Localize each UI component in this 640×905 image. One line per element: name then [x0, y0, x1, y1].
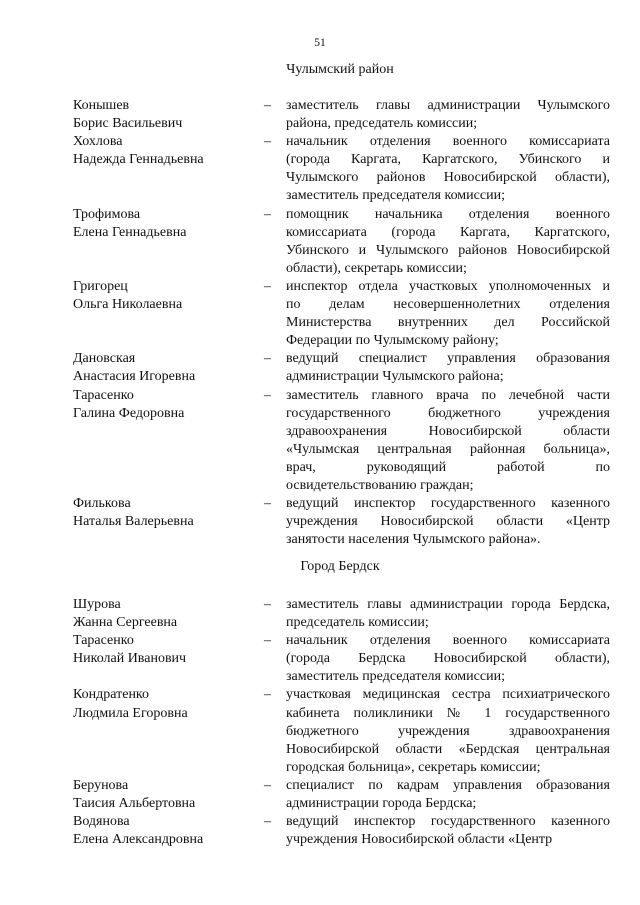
dash-separator: –: [264, 278, 271, 294]
member-entry: [0, 133, 640, 205]
position-line: ведущий инспектор государственного казенного: [286, 814, 610, 830]
position-line: Чулымского районов Новосибирской области),: [286, 170, 610, 186]
member-position: [286, 133, 610, 205]
member-surname: Тарасенко: [73, 633, 134, 649]
position-line: занятости населения Чулымского района».: [286, 532, 541, 548]
dash-separator: –: [264, 814, 271, 830]
section-title-berdsk: Город Бердск: [300, 559, 380, 574]
position-line: инспектор отдела участковых уполномоченных и: [286, 278, 610, 294]
member-name: [73, 596, 253, 632]
position-line: района, председатель комиссии;: [286, 116, 478, 132]
member-entry: [0, 278, 640, 350]
position-line: ведущий инспектор государственного казенного: [286, 496, 610, 512]
member-surname: Филькова: [73, 496, 131, 512]
member-entry: [0, 632, 640, 686]
position-line: заместитель председателя комиссии;: [286, 188, 505, 204]
position-line: кабинета поликлиники № 1 государственного: [286, 705, 610, 721]
member-entry: [0, 206, 640, 278]
member-surname: Григорец: [73, 278, 128, 294]
member-entry: [0, 596, 640, 632]
member-entry: [0, 813, 640, 849]
member-entry: [0, 350, 640, 386]
member-list-chulym: [0, 97, 640, 549]
member-given-names: Галина Федоровна: [73, 405, 185, 421]
position-line: бюджетного учреждения здравоохранения: [286, 723, 610, 739]
member-entry: [0, 495, 640, 549]
position-line: Убинского и Чулымского районов Новосибирской: [286, 242, 610, 258]
member-given-names: Анастасия Игоревна: [73, 369, 196, 385]
section-title-chulym: Чулымский район: [286, 62, 394, 77]
dash-separator: –: [264, 351, 271, 367]
member-given-names: Людмила Егоровна: [73, 705, 188, 721]
position-line: Новосибирской области «Бердская центральная: [286, 741, 610, 757]
position-line: «Чулымская центральная районная больница»,: [286, 441, 610, 457]
position-line: ведущий специалист управления образования: [286, 351, 610, 367]
dash-separator: –: [264, 687, 271, 703]
member-name: [73, 813, 253, 849]
position-line: (города Бердска Новосибирской области),: [286, 651, 610, 667]
member-name: [73, 278, 253, 314]
member-given-names: Ольга Николаевна: [73, 297, 183, 313]
position-line: заместитель главного врача по лечебной части: [286, 387, 610, 403]
position-line: помощник начальника отделения военного: [286, 206, 610, 222]
position-line: заместитель главы администрации города Бердска,: [286, 597, 610, 612]
member-given-names: Николай Иванович: [73, 651, 187, 667]
position-line: учреждения Новосибирской области «Центр: [286, 832, 553, 848]
member-position: [286, 206, 610, 278]
member-entry: [0, 777, 640, 813]
member-given-names: Наталья Валерьевна: [73, 514, 194, 530]
position-line: участковая медицинская сестра психиатрического: [286, 687, 610, 703]
position-line: городская больница», секретарь комиссии;: [286, 759, 541, 775]
member-given-names: Елена Александровна: [73, 832, 204, 848]
member-position: [286, 387, 610, 496]
position-line: заместитель председателя комиссии;: [286, 669, 505, 685]
member-given-names: Елена Геннадьевна: [73, 224, 187, 240]
member-position: [286, 813, 610, 849]
position-line: Федерации по Чулымскому району;: [286, 333, 499, 349]
dash-separator: –: [264, 633, 271, 649]
position-line: по делам несовершеннолетних отделения: [286, 297, 610, 313]
position-line: Министерства внутренних дел Российской: [286, 315, 610, 331]
member-position: [286, 278, 610, 350]
position-line: заместитель главы администрации Чулымского: [286, 98, 610, 113]
dash-separator: –: [264, 777, 271, 793]
member-surname: Кондратенко: [73, 687, 150, 703]
member-entry: [0, 97, 640, 133]
position-line: (города Каргата, Каргатского, Убинского и: [286, 152, 610, 168]
position-line: начальник отделения военного комиссариата: [286, 633, 610, 649]
member-surname: Берунова: [73, 777, 129, 793]
member-given-names: Жанна Сергеевна: [73, 615, 178, 631]
position-line: учреждения Новосибирской области «Центр: [286, 514, 610, 530]
position-line: начальник отделения военного комиссариата: [286, 134, 610, 150]
dash-separator: –: [264, 387, 271, 403]
position-line: администрации города Бердска;: [286, 796, 477, 812]
member-given-names: Надежда Геннадьевна: [73, 152, 204, 168]
position-line: председатель комиссии;: [286, 615, 429, 631]
dash-separator: –: [264, 496, 271, 512]
position-line: государственного бюджетного учреждения: [286, 405, 610, 421]
member-name: [73, 206, 253, 242]
member-entry: [0, 686, 640, 776]
member-surname: Тарасенко: [73, 387, 134, 403]
member-given-names: Борис Васильевич: [73, 116, 183, 132]
dash-separator: –: [264, 597, 271, 612]
member-surname: Хохлова: [73, 134, 123, 150]
member-surname: Водянова: [73, 814, 130, 830]
member-position: [286, 495, 610, 549]
member-list-berdsk: [0, 596, 640, 849]
member-surname: Конышев: [73, 98, 130, 113]
member-surname: Дановская: [73, 351, 136, 367]
member-name: [73, 387, 253, 423]
member-name: [73, 133, 253, 169]
dash-separator: –: [264, 134, 271, 150]
position-line: администрации Чулымского района;: [286, 369, 504, 385]
member-name: [73, 632, 253, 668]
member-position: [286, 632, 610, 686]
member-position: [286, 686, 610, 776]
dash-separator: –: [264, 206, 271, 222]
member-position: [286, 97, 610, 133]
dash-separator: –: [264, 98, 271, 113]
position-line: комиссариата (города Каргата, Каргатского,: [286, 224, 610, 240]
page-number: 51: [314, 37, 326, 49]
member-name: [73, 97, 253, 133]
member-surname: Шурова: [73, 597, 121, 612]
member-given-names: Таисия Альбертовна: [73, 796, 196, 812]
position-line: специалист по кадрам управления образования: [286, 777, 610, 793]
member-position: [286, 777, 610, 813]
member-position: [286, 596, 610, 632]
position-line: области), секретарь комиссии;: [286, 260, 467, 276]
member-surname: Трофимова: [73, 206, 141, 222]
member-name: [73, 495, 253, 531]
position-line: здравоохранения Новосибирской области: [286, 423, 610, 439]
position-line: освидетельствованию граждан;: [286, 477, 474, 493]
member-position: [286, 350, 610, 386]
member-name: [73, 350, 253, 386]
member-name: [73, 777, 253, 813]
member-name: [73, 686, 253, 722]
member-entry: [0, 387, 640, 496]
position-line: врач, руководящий работой по: [286, 459, 610, 475]
